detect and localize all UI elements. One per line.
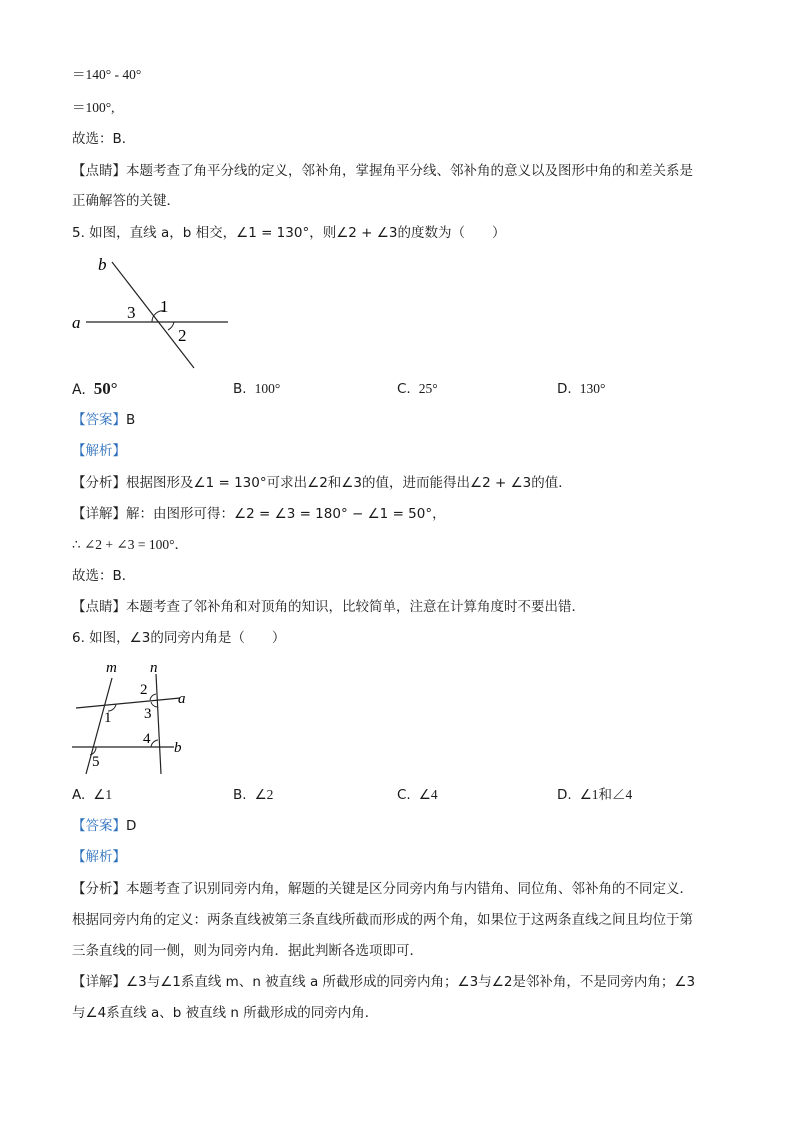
option-value: 50° <box>93 379 118 398</box>
line-b <box>112 262 194 368</box>
label-n: n <box>150 660 158 676</box>
arc-angle-3 <box>151 702 157 707</box>
option-value: ∠4 <box>418 787 438 802</box>
arc-angle-2 <box>150 694 156 700</box>
q5-fenxi-line <box>72 474 572 492</box>
q5-option-c[interactable] <box>397 380 438 398</box>
question-5-stem: 5. 如图，直线 a，b 相交，∠1 = 130°，则∠2 + ∠3的度数为（ ） <box>72 225 506 241</box>
label-5: 5 <box>92 754 100 770</box>
answer-tag: 【答案】 <box>72 818 126 834</box>
dianjing-text: 本题考查了角平分线的定义，邻补角，掌握角平分线、邻补角的意义以及图形中角的和差关系是 <box>126 163 693 179</box>
q6-option-b[interactable] <box>233 786 273 804</box>
equation-line-1: ＝140° - 40° <box>72 67 142 82</box>
label-4: 4 <box>143 731 151 747</box>
q6-analysis-tag <box>72 848 126 866</box>
arc-angle-4 <box>151 740 158 747</box>
q6-option-a[interactable] <box>72 786 112 804</box>
fenxi-tag: 【分析】 <box>72 475 126 491</box>
analysis-tag: 【解析】 <box>72 443 126 459</box>
answer-value: B <box>126 412 136 428</box>
answer-value: D <box>126 818 137 834</box>
line-a <box>76 698 180 708</box>
label-3: 3 <box>127 303 136 322</box>
answer-tag: 【答案】 <box>72 412 126 428</box>
label-a: a <box>178 691 186 707</box>
q5-choose-line: 故选：B． <box>72 568 136 584</box>
option-value: 130° <box>579 381 606 396</box>
arc-angle-2 <box>168 322 174 330</box>
figure-5 <box>70 252 240 374</box>
dianjing-line <box>72 162 693 180</box>
option-value: ∠1 <box>93 787 113 802</box>
dianjing-line-2: 正确解答的关键． <box>72 193 180 209</box>
fenxi-tag: 【分析】 <box>72 881 126 897</box>
equation-line-2: ＝100°, <box>72 100 115 115</box>
analysis-tag: 【解析】 <box>72 849 126 865</box>
dianjing-text: 本题考查了邻补角和对顶角的知识，比较简单，注意在计算角度时不要出错． <box>126 599 585 615</box>
q5-therefore-line: ∴ ∠2 + ∠3 = 100°． <box>72 537 188 552</box>
q5-answer-line <box>72 411 135 429</box>
option-letter: A. <box>72 382 86 398</box>
option-letter: C. <box>397 381 411 397</box>
option-value: ∠2 <box>254 787 274 802</box>
label-3: 3 <box>144 706 152 722</box>
option-value: 25° <box>418 381 438 396</box>
q5-option-a[interactable] <box>72 380 118 399</box>
q6-option-d[interactable] <box>557 786 632 804</box>
label-a: a <box>72 313 81 332</box>
label-m: m <box>106 660 117 676</box>
option-letter: C. <box>397 787 411 803</box>
q5-xiangjie-line <box>72 505 446 523</box>
fenxi-text: 本题考查了识别同旁内角，解题的关键是区分同旁内角与内错角、同位角、邻补角的不同定义． <box>126 881 693 897</box>
option-value: ∠1和∠4 <box>579 787 633 802</box>
label-b: b <box>98 255 107 274</box>
option-letter: D. <box>557 787 572 803</box>
dianjing-tag: 【点睛】 <box>72 163 126 179</box>
choose-line: 故选：B． <box>72 131 136 147</box>
fenxi-text: 根据图形及∠1 = 130°可求出∠2和∠3的值，进而能得出∠2 + ∠3的值． <box>126 475 572 491</box>
q6-option-c[interactable] <box>397 786 438 804</box>
q5-option-d[interactable] <box>557 380 605 398</box>
option-letter: B. <box>233 787 247 803</box>
q6-xiangjie-line-2: 与∠4系直线 a、b 被直线 n 所截形成的同旁内角． <box>72 1005 379 1021</box>
q6-definition-line-1: 根据同旁内角的定义：两条直线被第三条直线所截而形成的两个角，如果位于这两条直线之间且均位于第 <box>72 912 693 928</box>
q6-definition-line-2: 三条直线的同一侧，则为同旁内角．据此判断各选项即可． <box>72 943 423 959</box>
label-b: b <box>174 740 182 756</box>
q6-answer-line <box>72 817 136 835</box>
label-2: 2 <box>178 326 187 345</box>
label-1: 1 <box>104 710 112 726</box>
q5-dianjing-line <box>72 598 585 616</box>
q6-xiangjie-line <box>72 973 695 991</box>
xiangjie-tag: 【详解】 <box>72 974 126 990</box>
q6-fenxi-line <box>72 880 693 898</box>
dianjing-tag: 【点睛】 <box>72 599 126 615</box>
option-letter: B. <box>233 381 247 397</box>
q5-option-b[interactable] <box>233 380 280 398</box>
line-n <box>156 674 161 774</box>
option-letter: D. <box>557 381 572 397</box>
option-letter: A. <box>72 787 86 803</box>
question-6-stem: 6. 如图，∠3的同旁内角是（ ） <box>72 630 286 646</box>
label-2: 2 <box>140 682 148 698</box>
xiangjie-text: ∠3与∠1系直线 m、n 被直线 a 所截形成的同旁内角；∠3与∠2是邻补角，不是同旁内角；∠3 <box>126 974 696 990</box>
figure-6 <box>68 658 198 778</box>
xiangjie-text: 解：由图形可得：∠2 = ∠3 = 180° − ∠1 = 50°， <box>126 506 446 522</box>
q5-analysis-tag <box>72 442 126 460</box>
label-1: 1 <box>160 297 169 316</box>
option-value: 100° <box>254 381 281 396</box>
xiangjie-tag: 【详解】 <box>72 506 126 522</box>
